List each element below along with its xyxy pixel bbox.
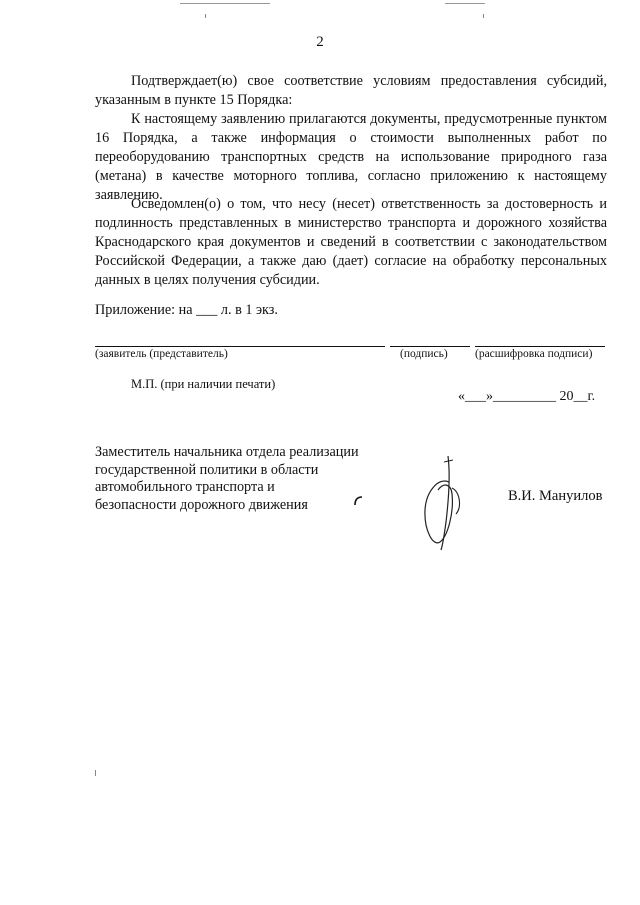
scan-artifact — [180, 3, 270, 4]
official-title — [95, 444, 395, 514]
official-title-line: автомобильного транспорта и — [95, 479, 275, 495]
date-line: «___»_________ 20__г. — [458, 389, 596, 404]
handwritten-signature-icon — [408, 452, 468, 552]
page-number: 2 — [316, 34, 324, 50]
scan-artifact — [205, 14, 206, 18]
applicant-caption: (заявитель (представитель) — [95, 348, 228, 360]
scan-artifact — [95, 770, 96, 776]
initial-mark-icon — [352, 494, 364, 506]
decoding-line — [475, 346, 605, 347]
applicant-line — [95, 346, 385, 347]
paragraph-responsibility: Осведомлен(о) о том, что несу (несет) ответственность за достоверность и подлинность представленных в министерство транспорта и дорожного хозяйства Краснодарского края документов и сведений в соответствии с законодательством Российской Федерации, а также даю (дает) согласие на обработку персональных данных в целях получения субсидии. — [95, 196, 607, 288]
official-title-line: Заместитель начальника отдела реализации — [95, 444, 359, 460]
stamp-note: М.П. (при наличии печати) — [131, 377, 276, 391]
scan-artifact — [483, 14, 484, 18]
signature-line — [390, 346, 470, 347]
official-title-line: государственной политики в области — [95, 461, 319, 478]
paragraph-conditions: Подтверждает(ю) свое соответствие условиям предоставления субсидий, указанным в пункте 15 Порядка: — [95, 73, 607, 108]
official-name: В.И. Мануилов — [508, 488, 603, 504]
official-title-line: безопасности дорожного движения — [95, 496, 308, 513]
scan-artifact — [445, 3, 485, 4]
decoding-caption: (расшифровка подписи) — [475, 348, 593, 360]
paragraph-documents: К настоящему заявлению прилагаются документы, предусмотренные пунктом 16 Порядка, а также информация о стоимости выполненных работ по переоборудованию транспортных средств на использование природного газа (метана) в качестве моторного топлива, согласно приложению к настоящему заявлению. — [95, 111, 607, 203]
signature-caption: (подпись) — [400, 348, 448, 360]
attachment-line: Приложение: на ___ л. в 1 экз. — [95, 302, 278, 318]
